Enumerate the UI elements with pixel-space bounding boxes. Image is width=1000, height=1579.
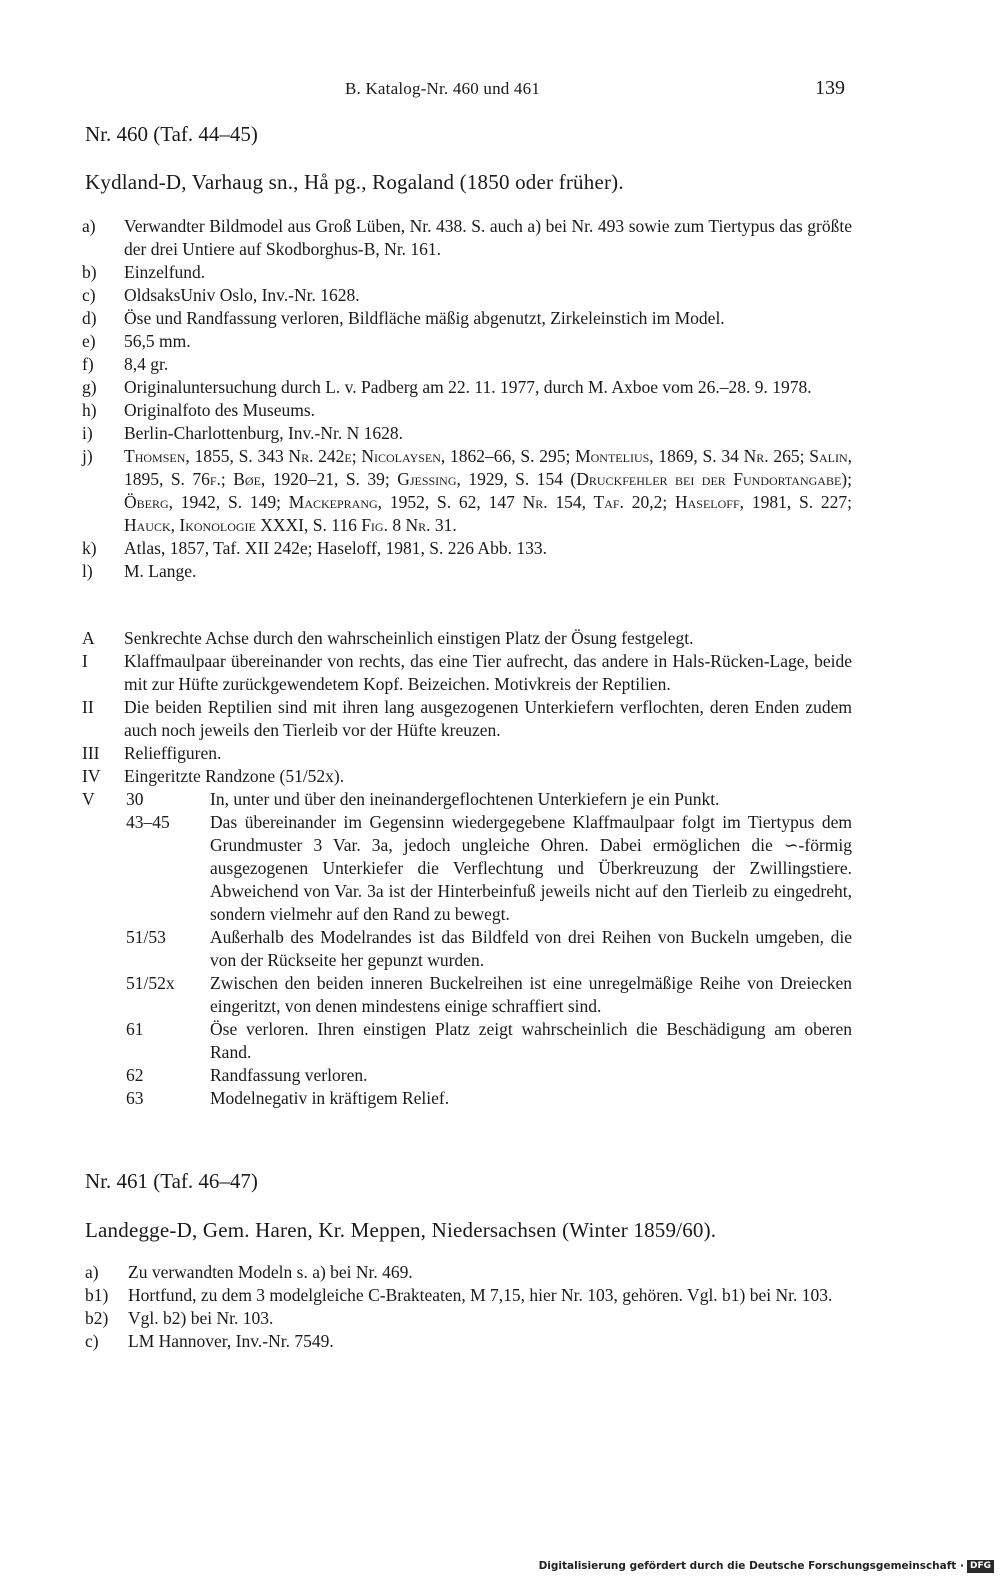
item-label: b2): [85, 1308, 109, 1328]
section-text: Die beiden Reptilien sind mit ihren lang ausgezogenen Unterkiefern verflochten, deren Enden zudem auch noch jeweils den Tierleib vor der Hüfte kreuzen.: [124, 697, 852, 740]
item-text: Originaluntersuchung durch L. v. Padberg am 22. 11. 1977, durch M. Axboe vom 26.–28. 9. 1978.: [124, 377, 812, 397]
list-item: [85, 1330, 853, 1353]
site-line-460: Kydland-D, Varhaug sn., Hå pg., Rogaland (1850 oder früher).: [85, 170, 624, 194]
list-item: [82, 1064, 852, 1087]
list-item: [82, 560, 852, 583]
list-item: [82, 972, 852, 1018]
site-line-461: Landegge-D, Gem. Haren, Kr. Meppen, Niedersachsen (Winter 1859/60).: [85, 1218, 717, 1242]
item-text: Verwandter Bildmodel aus Groß Lüben, Nr. 438. S. auch a) bei Nr. 493 sowie zum Tiertypus das größte der drei Untiere auf Skodborghus-B, Nr. 161.: [124, 216, 852, 259]
item-label: b): [82, 262, 97, 282]
list-item: [82, 399, 852, 422]
footer-text: Digitalisierung gefördert durch die Deutsche Forschungsgemeinschaft ·: [538, 1560, 964, 1572]
list-item: [82, 788, 852, 811]
page-number: 139: [815, 77, 845, 99]
item-text: Thomsen, 1855, S. 343 Nr. 242e; Nicolaysen, 1862–66, S. 295; Montelius, 1869, S. 34 Nr. 265; Salin, 1895, S. 76f.; Bøe, 1920–21, S. 39; Gjessing, 1929, S. 154 (Druckfehler bei der Fundortangabe); Öberg, 1942, S. 149; Mackeprang, 1952, S. 62, 147 Nr. 154, Taf. 20,2; Haseloff, 1981, S. 227; Hauck, Ikonologie XXXI, S. 116 Fig. 8 Nr. 31.: [124, 446, 852, 535]
item-label: a): [85, 1262, 99, 1282]
section-label: IV: [82, 766, 101, 786]
item-label: d): [82, 308, 97, 328]
section-label: V: [82, 789, 95, 809]
list-item: [82, 353, 852, 376]
section-text: Senkrechte Achse durch den wahrscheinlich einstigen Platz der Ösung festgelegt.: [124, 628, 694, 648]
item-label: c): [82, 285, 96, 305]
motif-code: 51/52x: [126, 973, 175, 993]
item-label: j): [82, 446, 93, 466]
list-item: [82, 445, 852, 537]
motif-code: 43–45: [126, 812, 170, 832]
motif-code: 30: [126, 789, 144, 809]
list-item: [82, 650, 852, 696]
motif-text: Außerhalb des Modelrandes ist das Bildfeld von drei Reihen von Buckeln umgeben, die von der Rückseite her gepunzt wurden.: [210, 927, 852, 970]
section-label: III: [82, 743, 100, 763]
motif-code: 63: [126, 1088, 144, 1108]
list-item: [85, 1307, 853, 1330]
section-label: I: [82, 651, 88, 671]
section-label: II: [82, 697, 94, 717]
item-text: M. Lange.: [124, 561, 197, 581]
item-text: Berlin-Charlottenburg, Inv.-Nr. N 1628.: [124, 423, 403, 443]
item-label: b1): [85, 1285, 109, 1305]
list-item: [82, 627, 852, 650]
item-text: Atlas, 1857, Taf. XII 242e; Haseloff, 1981, S. 226 Abb. 133.: [124, 538, 547, 558]
motif-text: In, unter und über den ineinandergeflochtenen Unterkiefern je ein Punkt.: [210, 789, 720, 809]
motif-code: 51/53: [126, 927, 166, 947]
motif-text: Zwischen den beiden inneren Buckelreihen ist eine unregelmäßige Reihe von Dreiecken eingeritzt, von denen mindestens einige schraffiert sind.: [210, 973, 852, 1016]
list-item: [82, 765, 852, 788]
list-item: [82, 696, 852, 742]
entry-heading-461: Nr. 461 (Taf. 46–47): [85, 1169, 258, 1193]
item-text: Hortfund, zu dem 3 modelgleiche C-Brakteaten, M 7,15, hier Nr. 103, gehören. Vgl. b1) bei Nr. 103.: [128, 1285, 833, 1305]
motif-text: Öse verloren. Ihren einstigen Platz zeigt wahrscheinlich die Beschädigung am oberen Rand.: [210, 1019, 852, 1062]
list-item: [82, 811, 852, 926]
running-head: [0, 79, 1000, 103]
list-item: [82, 742, 852, 765]
analysis-460: [82, 627, 852, 1110]
motif-code: 61: [126, 1019, 144, 1039]
list-item: [82, 261, 852, 284]
list-item: [82, 1087, 852, 1110]
item-label: i): [82, 423, 93, 443]
item-text: LM Hannover, Inv.-Nr. 7549.: [128, 1331, 334, 1351]
entry-heading-460: Nr. 460 (Taf. 44–45): [85, 122, 258, 146]
section-text: Eingeritzte Randzone (51/52x).: [124, 766, 345, 786]
catalog-items-460: [82, 215, 852, 583]
item-text: 56,5 mm.: [124, 331, 191, 351]
motif-text: Modelnegativ in kräftigem Relief.: [210, 1088, 450, 1108]
item-label: l): [82, 561, 93, 581]
list-item: [85, 1261, 853, 1284]
list-item: [82, 537, 852, 560]
list-item: [82, 1018, 852, 1064]
list-item: [85, 1284, 853, 1307]
item-text: Öse und Randfassung verloren, Bildfläche mäßig abgenutzt, Zirkeleinstich im Model.: [124, 308, 725, 328]
item-label: c): [85, 1331, 99, 1351]
section-text: Klaffmaulpaar übereinander von rechts, das eine Tier aufrecht, das andere in Hals-Rücken-Lage, beide mit zur Hüfte zurückgewendetem Kopf. Beizeichen. Motivkreis der Reptilien.: [124, 651, 852, 694]
item-label: f): [82, 354, 94, 374]
item-text: Einzelfund.: [124, 262, 206, 282]
digitization-footer: [539, 1558, 994, 1574]
catalog-items-461: [85, 1261, 853, 1353]
item-text: Vgl. b2) bei Nr. 103.: [128, 1308, 274, 1328]
list-item: [82, 330, 852, 353]
motif-text: Randfassung verloren.: [210, 1065, 368, 1085]
item-text: 8,4 gr.: [124, 354, 169, 374]
dfg-logo-badge: DFG: [967, 1560, 994, 1573]
motif-text: Das übereinander im Gegensinn wiedergegebene Klaffmaulpaar folgt im Tiertypus dem Grundmuster 3 Var. 3a, jedoch ungleiche Ohren. Dabei ermöglichen die ∽-förmig ausgezogenen Unterkiefer die Verflechtung und Überkreuzung der Zwillingstiere. Abweichend von Var. 3a ist der Hinterbeinfuß jeweils nicht auf den Tierleib zu eingedreht, sondern vielmehr auf den Rand zu bewegt.: [210, 812, 852, 924]
list-item: [82, 376, 852, 399]
running-head-title: B. Katalog-Nr. 460 und 461: [345, 79, 541, 98]
item-label: h): [82, 400, 97, 420]
list-item: [82, 307, 852, 330]
list-item: [82, 422, 852, 445]
item-label: e): [82, 331, 96, 351]
item-text: Zu verwandten Modeln s. a) bei Nr. 469.: [128, 1262, 413, 1282]
list-item: [82, 284, 852, 307]
list-item: [82, 926, 852, 972]
item-label: g): [82, 377, 97, 397]
motif-code: 62: [126, 1065, 144, 1085]
section-text: Relieffiguren.: [124, 743, 222, 763]
item-text: Originalfoto des Museums.: [124, 400, 316, 420]
section-label: A: [82, 628, 95, 648]
list-item: [82, 215, 852, 261]
item-label: a): [82, 216, 96, 236]
item-label: k): [82, 538, 97, 558]
item-text: OldsaksUniv Oslo, Inv.-Nr. 1628.: [124, 285, 360, 305]
